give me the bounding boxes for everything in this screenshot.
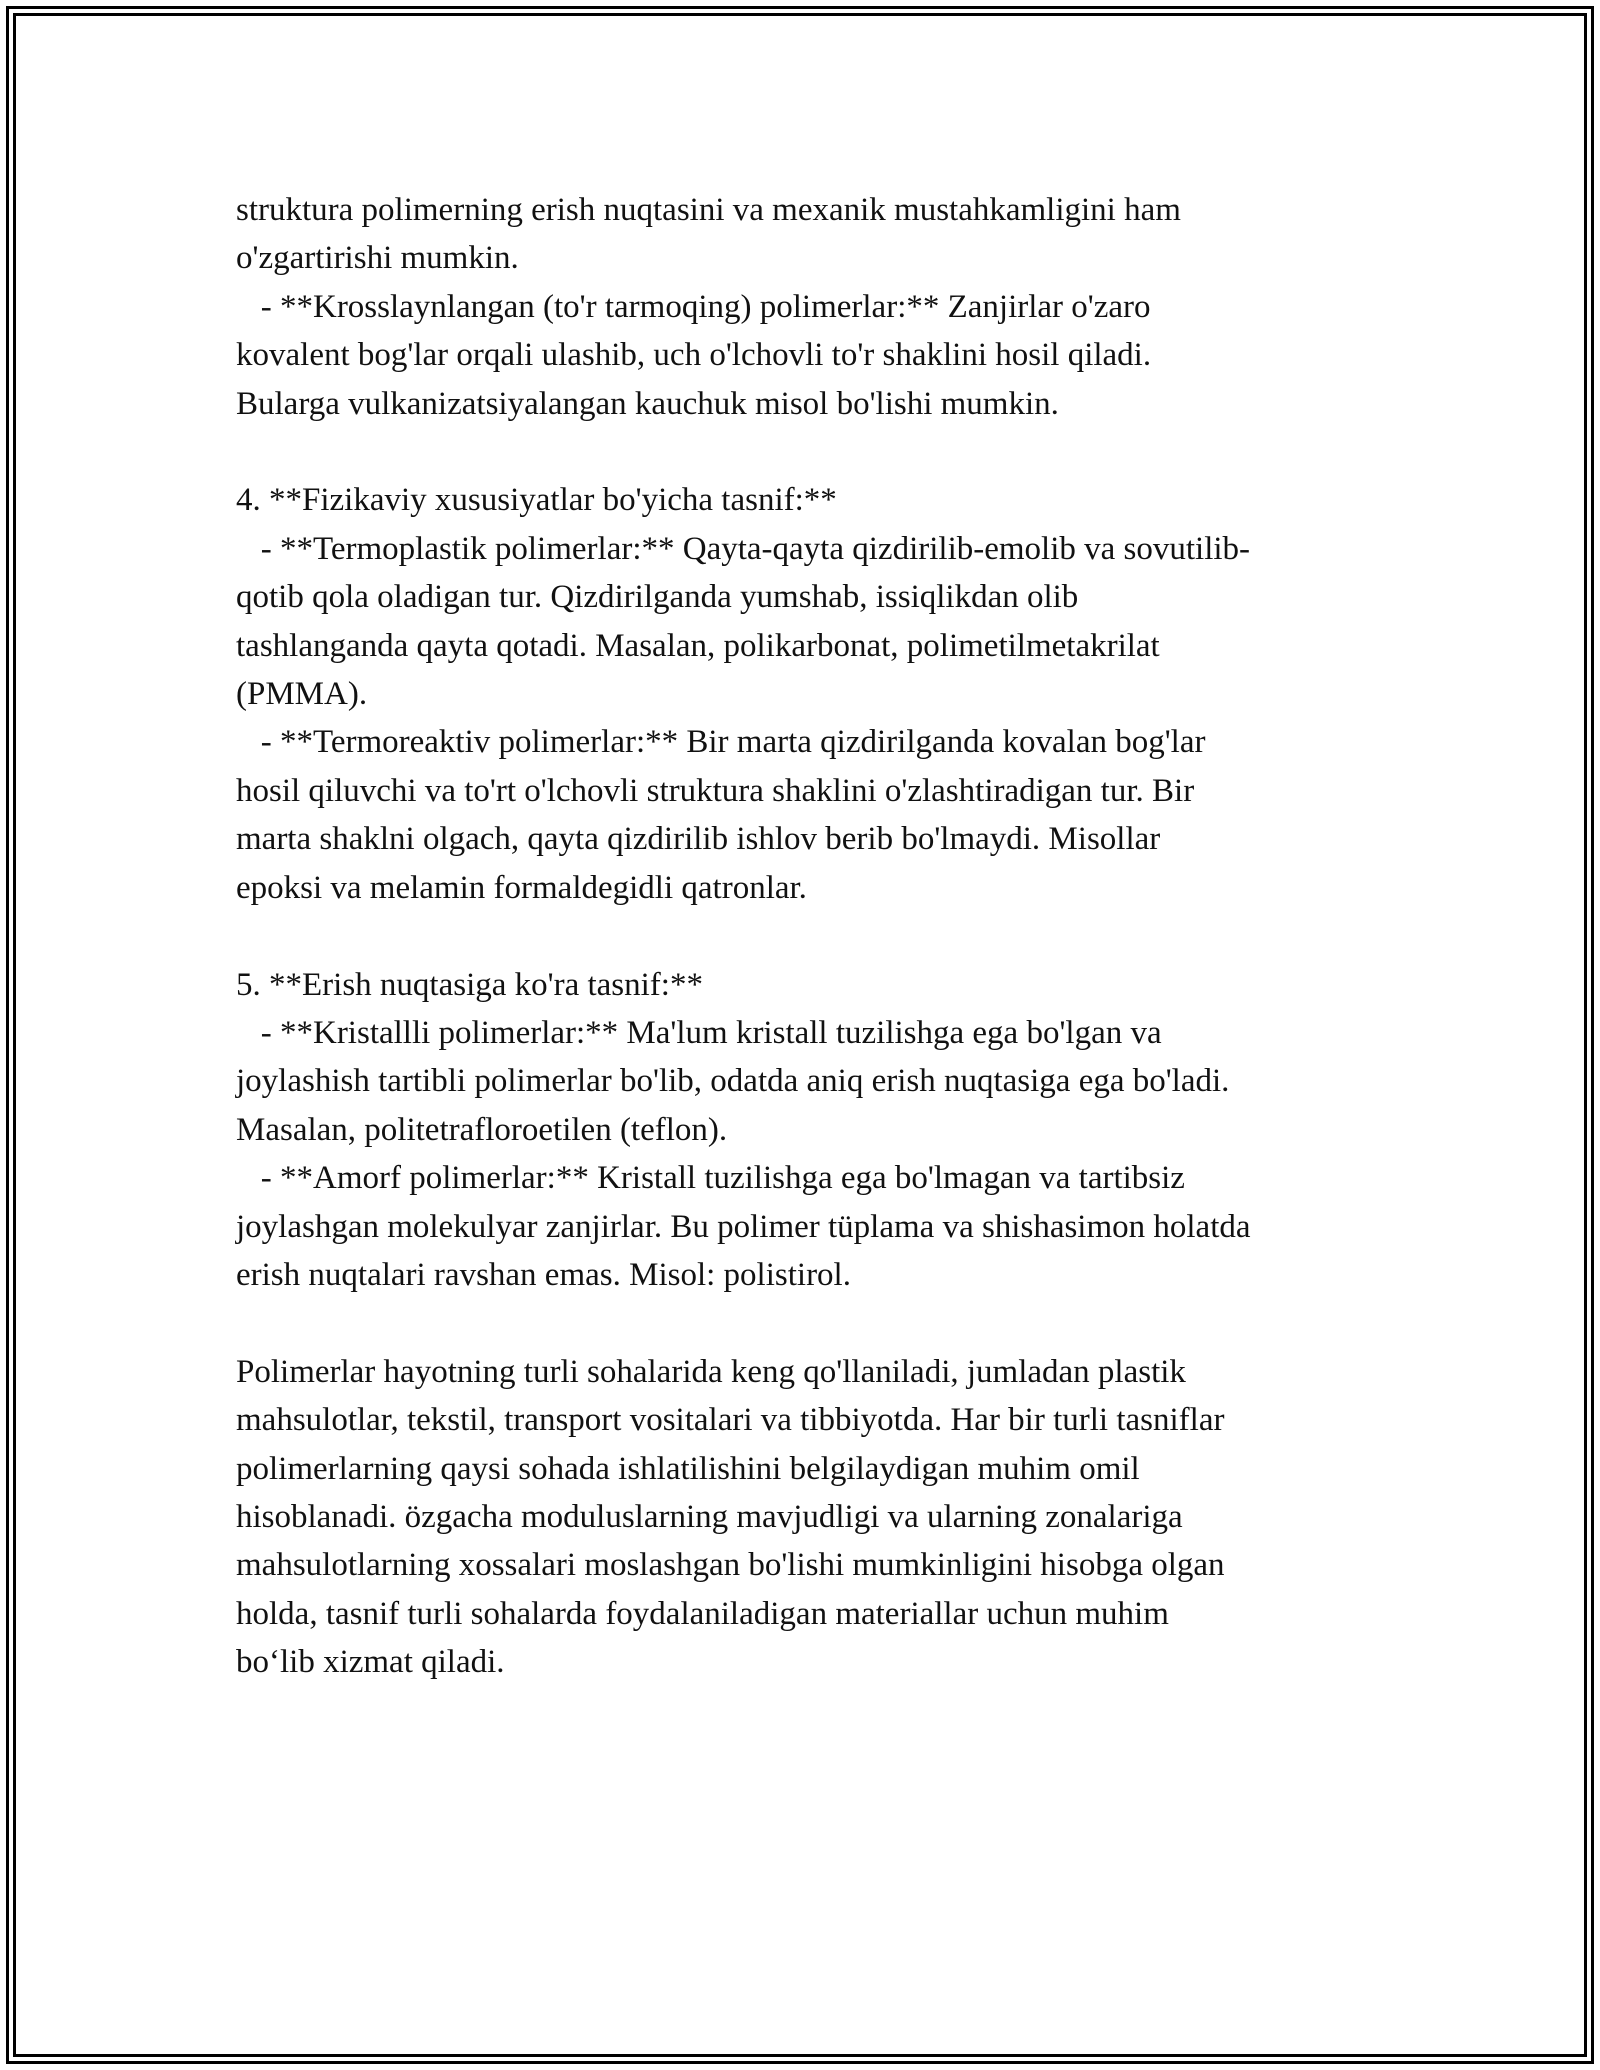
- document-body-text: struktura polimerning erish nuqtasini va mexanik mustahkamligini ham o'zgartirishi mumkin. - **Krosslaynlangan (to'r tarmoqing) polimerlar:** Zanjirlar o'zaro kovalent bog'lar orqali ulashib, uch o'lchovli to'r shaklini hosil qiladi. Bularga vulkanizatsiyalangan kauchuk misol bo'lishi mumkin. 4. **Fizikaviy xususiyatlar bo'yicha tasnif:** - **Termoplastik polimerlar:** Qayta-qayta qizdirilib-emolib va sovutilib- qotib qola oladigan tur. Qizdirilganda yumshab, issiqlikdan olib tashlanganda qayta qotadi. Masalan, polikarbonat, polimetilmetakrilat (PMMA). - **Termoreaktiv polimerlar:** Bir marta qizdirilganda kovalan bog'lar hosil qiluvchi va to'rt o'lchovli struktura shaklini o'zlashtiradigan tur. Bir marta shaklni olgach, qayta qizdirilib ishlov berib bo'lmaydi. Misollar epoksi va melamin formaldegidli qatronlar. 5. **Erish nuqtasiga ko'ra tasnif:** - **Kristallli polimerlar:** Ma'lum kristall tuzilishga ega bo'lgan va joylashish tartibli polimerlar bo'lib, odatda aniq erish nuqtasiga ega bo'ladi. Masalan, politetrafloroetilen (teflon). - **Amorf polimerlar:** Kristall tuzilishga ega bo'lmagan va tartibsiz joylashgan molekulyar zanjirlar. Bu polimer tüplama va shishasimon holatda erish nuqtalari ravshan emas. Misol: polistirol. Polimerlar hayotning turli sohalarida keng qo'llaniladi, jumladan plastik mahsulotlar, tekstil, transport vositalari va tibbiyotda. Har bir turli tasniflar polimerlarning qaysi sohada ishlatilishini belgilaydigan muhim omil hisoblanadi. özgacha moduluslarning mavjudligi va ularning zonalariga mahsulotlarning xossalari moslashgan bo'lishi mumkinligini hisobga olgan holda, tasnif turli sohalarda foydalaniladigan materiallar uchun muhim bo‘lib xizmat qiladi.: [236, 192, 1251, 1681]
